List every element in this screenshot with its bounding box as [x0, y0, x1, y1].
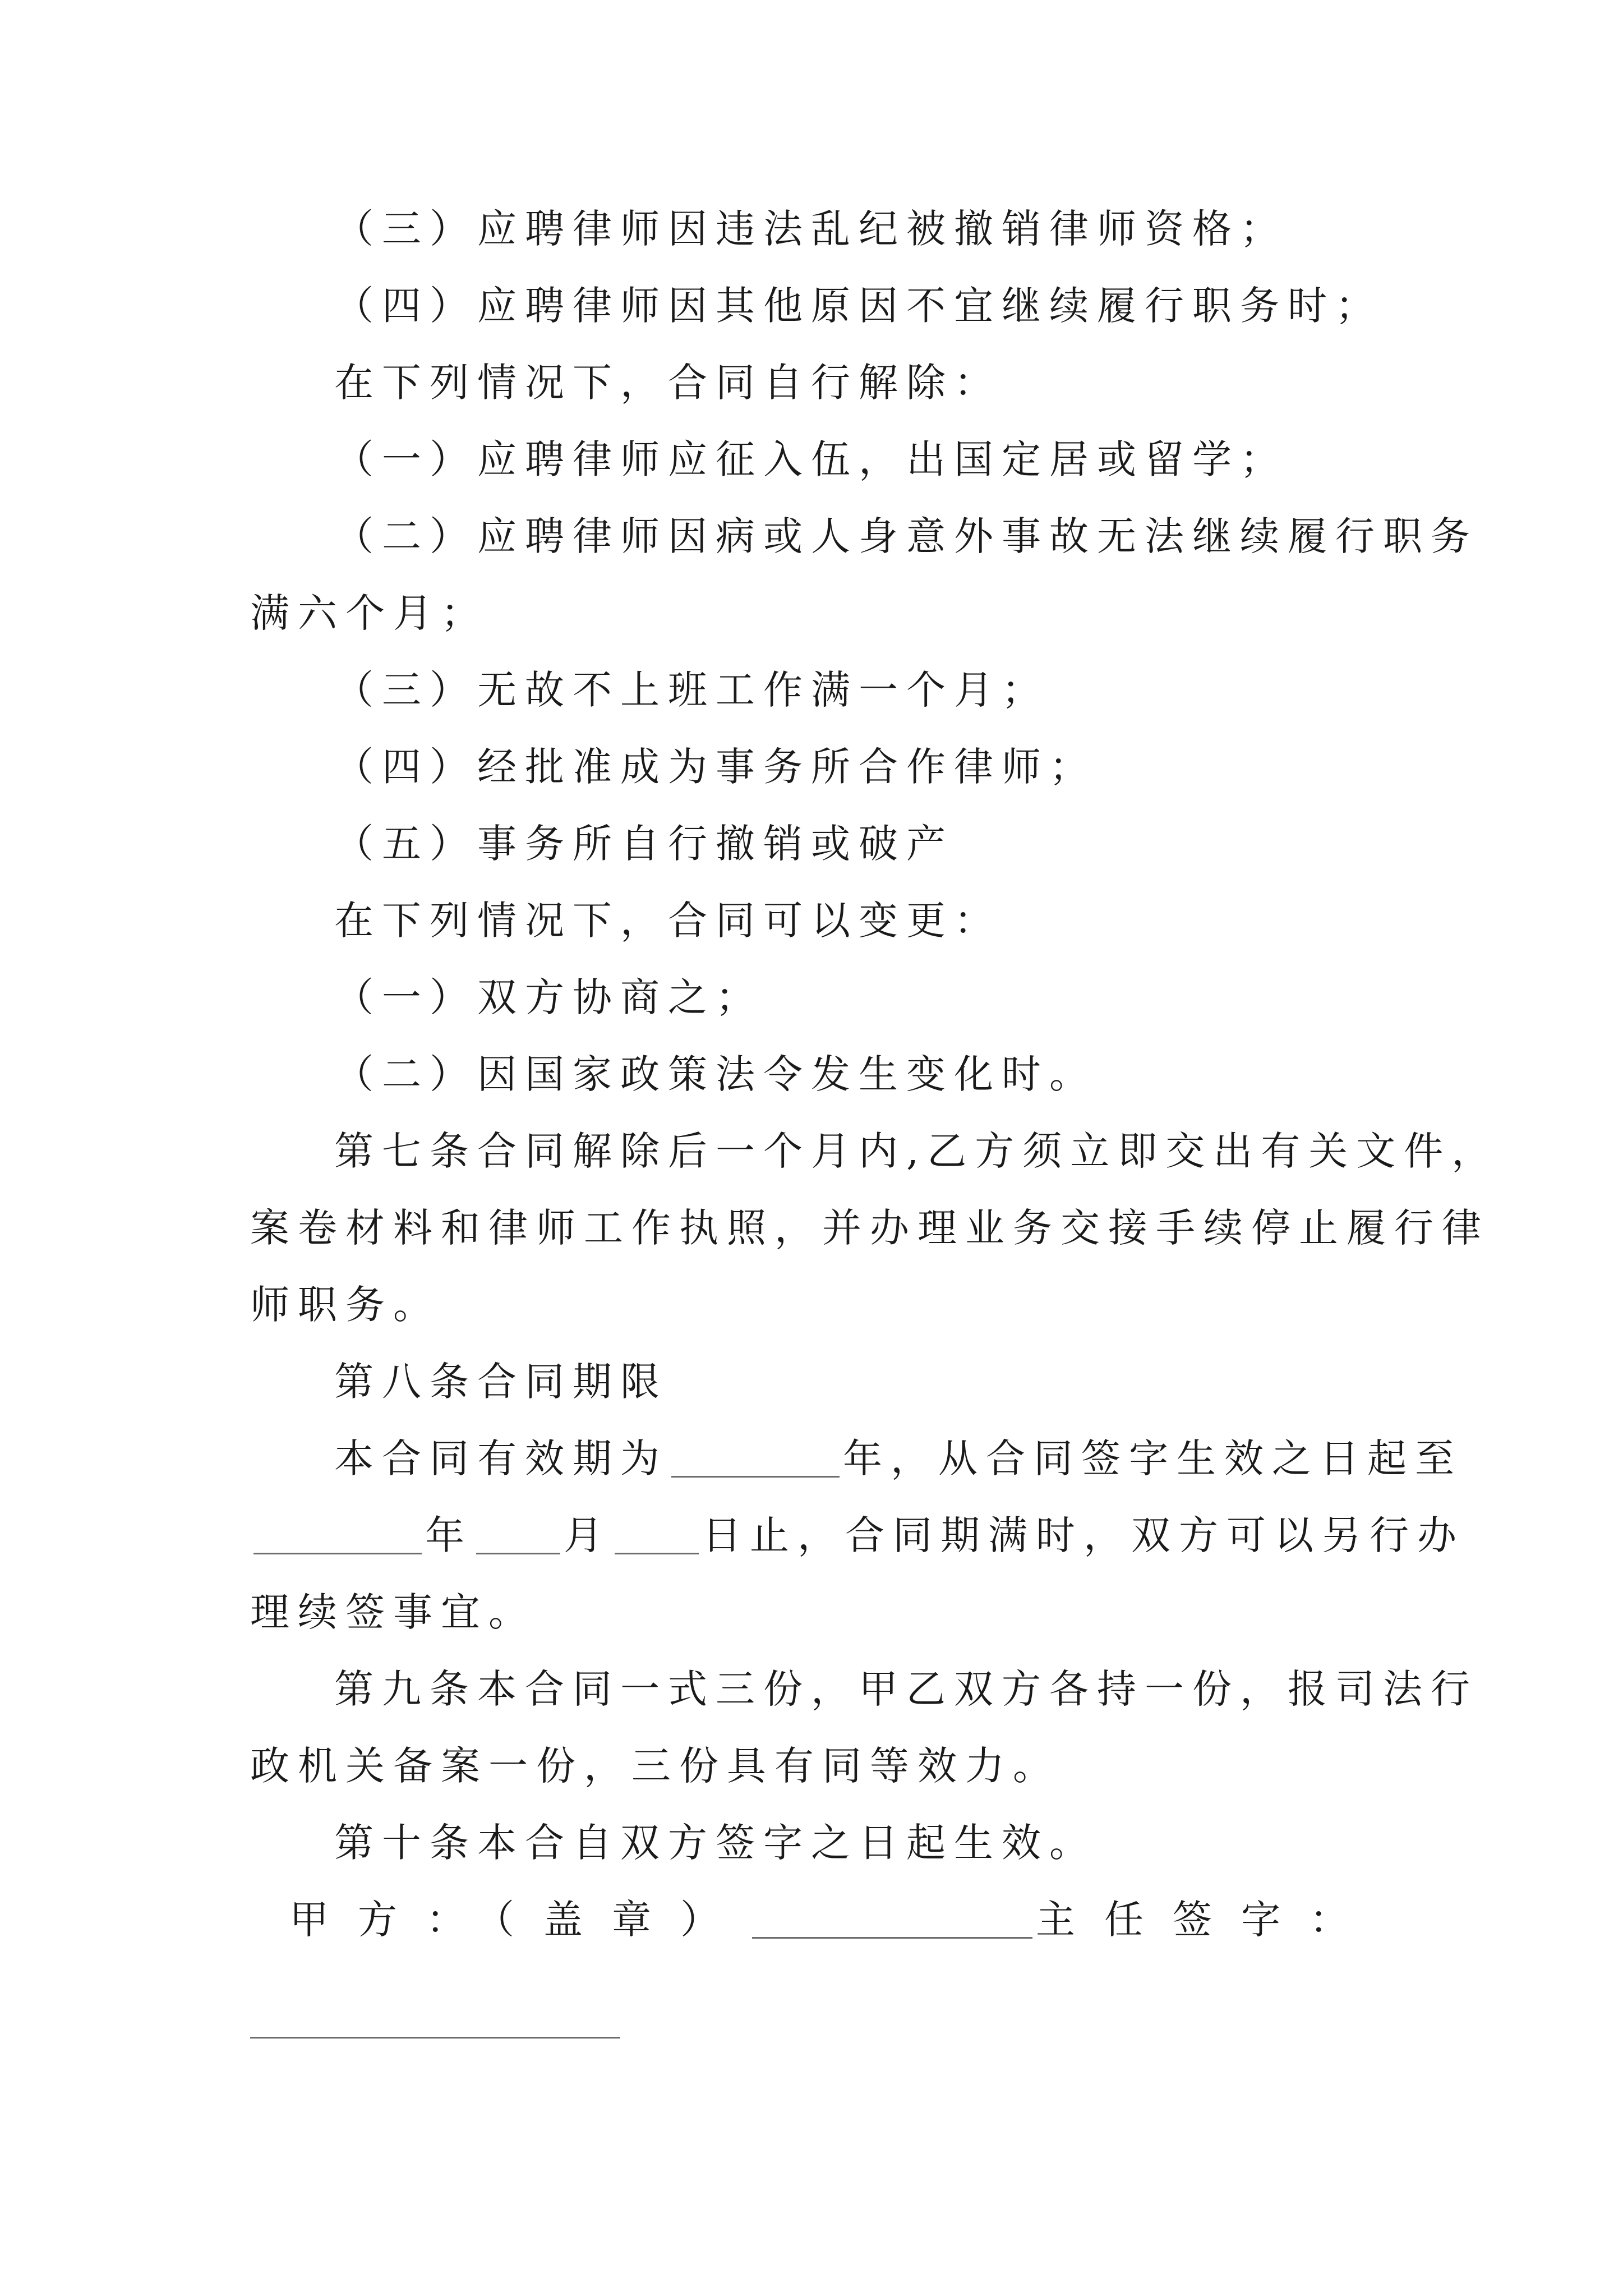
end-month-blank[interactable] [476, 1513, 560, 1554]
text-line: （四）经批准成为事务所合作律师； [334, 744, 1097, 790]
text-line: （四）应聘律师因其他原因不宜继续履行职务时； [334, 283, 1383, 329]
text-line: （二）因国家政策法令发生变化时。 [334, 1051, 1097, 1097]
term-line-3: 理续签事宜。 [250, 1589, 536, 1635]
text-line: 第八条合同期限 [334, 1359, 668, 1405]
text-line: 第七条合同解除后一个月内,乙方须立即交出有关文件， [334, 1128, 1500, 1174]
text-line: （三）应聘律师因违法乱纪被撤销律师资格； [334, 206, 1288, 252]
text-line: 在下列情况下，合同自行解除： [334, 360, 1002, 406]
signature-line [250, 1881, 1386, 1958]
text-line: 师职务。 [250, 1282, 441, 1328]
text-line: 在下列情况下，合同可以变更： [334, 898, 1002, 944]
article-9-line-2: 政机关备案一份，三份具有同等效力。 [250, 1743, 1061, 1789]
end-day-blank[interactable] [615, 1513, 699, 1554]
article-9-line-1: 第九条本合同一式三份，甲乙双方各持一份，报司法行 [334, 1666, 1478, 1712]
text-line: 案卷材料和律师工作执照，并办理业务交接手续停止履行律 [250, 1205, 1490, 1251]
article-10: 第十条本合自双方签字之日起生效。 [334, 1820, 1097, 1866]
document-body [250, 191, 1500, 1958]
end-year-blank[interactable] [253, 1513, 422, 1554]
party-a-label: 甲方：（盖章） [289, 1897, 749, 1943]
text-line: （一）应聘律师应征入伍，出国定居或留学； [334, 436, 1288, 482]
term-line-2 [250, 1497, 1465, 1574]
year-label: 年 [425, 1512, 473, 1558]
term-suffix: 年，从合同签字生效之日起至 [843, 1435, 1463, 1481]
term-prefix: 本合同有效期为 [334, 1435, 668, 1481]
director-sign-label: 主任签字： [1036, 1897, 1378, 1943]
text-line: （五）事务所自行撤销或破产 [334, 821, 954, 867]
term-line-1 [250, 1420, 1463, 1497]
stamp-blank[interactable] [752, 1898, 1032, 1939]
text-line: （一）双方协商之； [334, 974, 763, 1020]
text-line: （二）应聘律师因病或人身意外事故无法继续履行职务 [334, 513, 1478, 559]
term-line2-suffix: 日止，合同期满时，双方可以另行办 [702, 1512, 1465, 1558]
text-line: （三）无故不上班工作满一个月； [334, 667, 1049, 713]
text-line: 满六个月； [250, 590, 488, 636]
years-blank[interactable] [671, 1437, 840, 1478]
month-label: 月 [564, 1512, 611, 1558]
director-signature-blank[interactable] [250, 2037, 620, 2039]
